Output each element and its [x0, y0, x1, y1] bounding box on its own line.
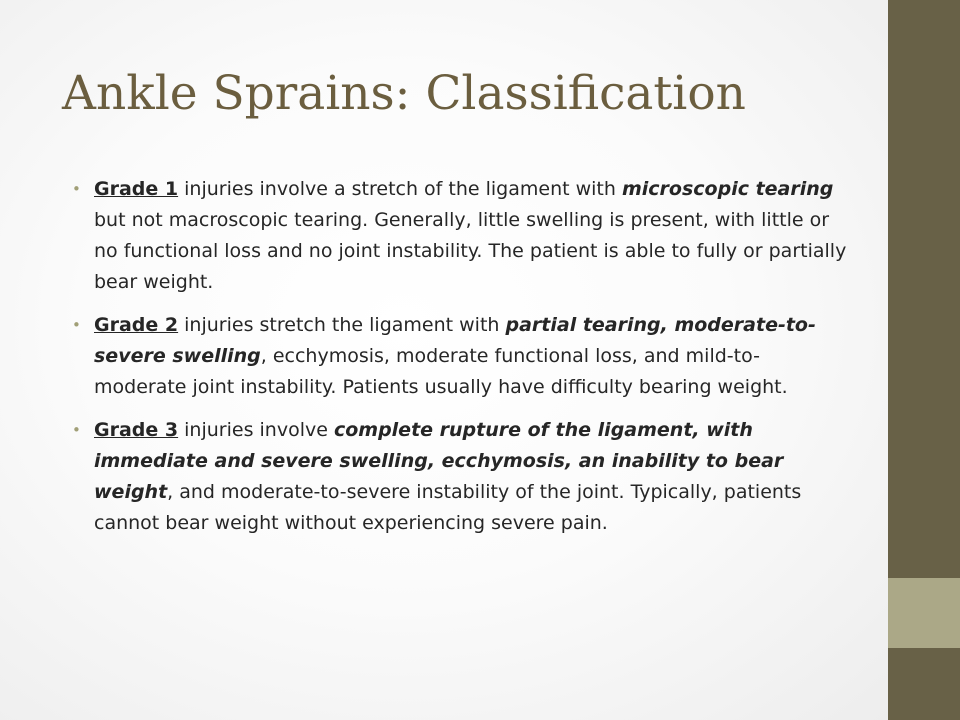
bullet-text: injuries involve	[178, 419, 334, 441]
bullet-emphasis: partial tearing, moderate-to-severe swelling	[94, 314, 816, 367]
decorative-sidebar	[888, 0, 960, 720]
grade-label: Grade 2	[94, 314, 179, 336]
bullet-text: but not macroscopic tearing. Generally, little swelling is present, with little or no functional loss and no joint instability. The patient is able to fully or partially bear weight.	[94, 209, 847, 293]
bullet-text: , ecchymosis, moderate functional loss, and mild-to-moderate joint instability. Patients usually have difficulty bearing weight.	[94, 345, 788, 398]
bullet-dot-icon: •	[72, 421, 81, 439]
bullet-list	[70, 174, 850, 551]
bullet-grade-2	[70, 310, 850, 403]
sidebar-bar-dark-top	[888, 0, 960, 578]
bullet-dot-icon: •	[72, 180, 81, 198]
bullet-dot-icon: •	[72, 316, 81, 334]
bullet-emphasis: complete rupture of the ligament, with immediate and severe swelling, ecchymosis, an inability to bear weight	[94, 419, 784, 503]
bullet-grade-1	[70, 174, 850, 298]
bullet-grade-3	[70, 415, 850, 539]
sidebar-bar-dark-bottom	[888, 648, 960, 720]
slide-title: Ankle Sprains: Classification	[62, 66, 746, 121]
grade-label: Grade 1	[94, 178, 179, 200]
sidebar-bar-light	[888, 578, 960, 648]
bullet-text: injuries stretch the ligament with	[178, 314, 506, 336]
bullet-text: injuries involve a stretch of the ligament with	[178, 178, 622, 200]
bullet-emphasis: microscopic tearing	[621, 178, 834, 200]
grade-label: Grade 3	[94, 419, 179, 441]
bullet-text: , and moderate-to-severe instability of the joint. Typically, patients cannot bear weight without experiencing severe pain.	[94, 481, 802, 534]
